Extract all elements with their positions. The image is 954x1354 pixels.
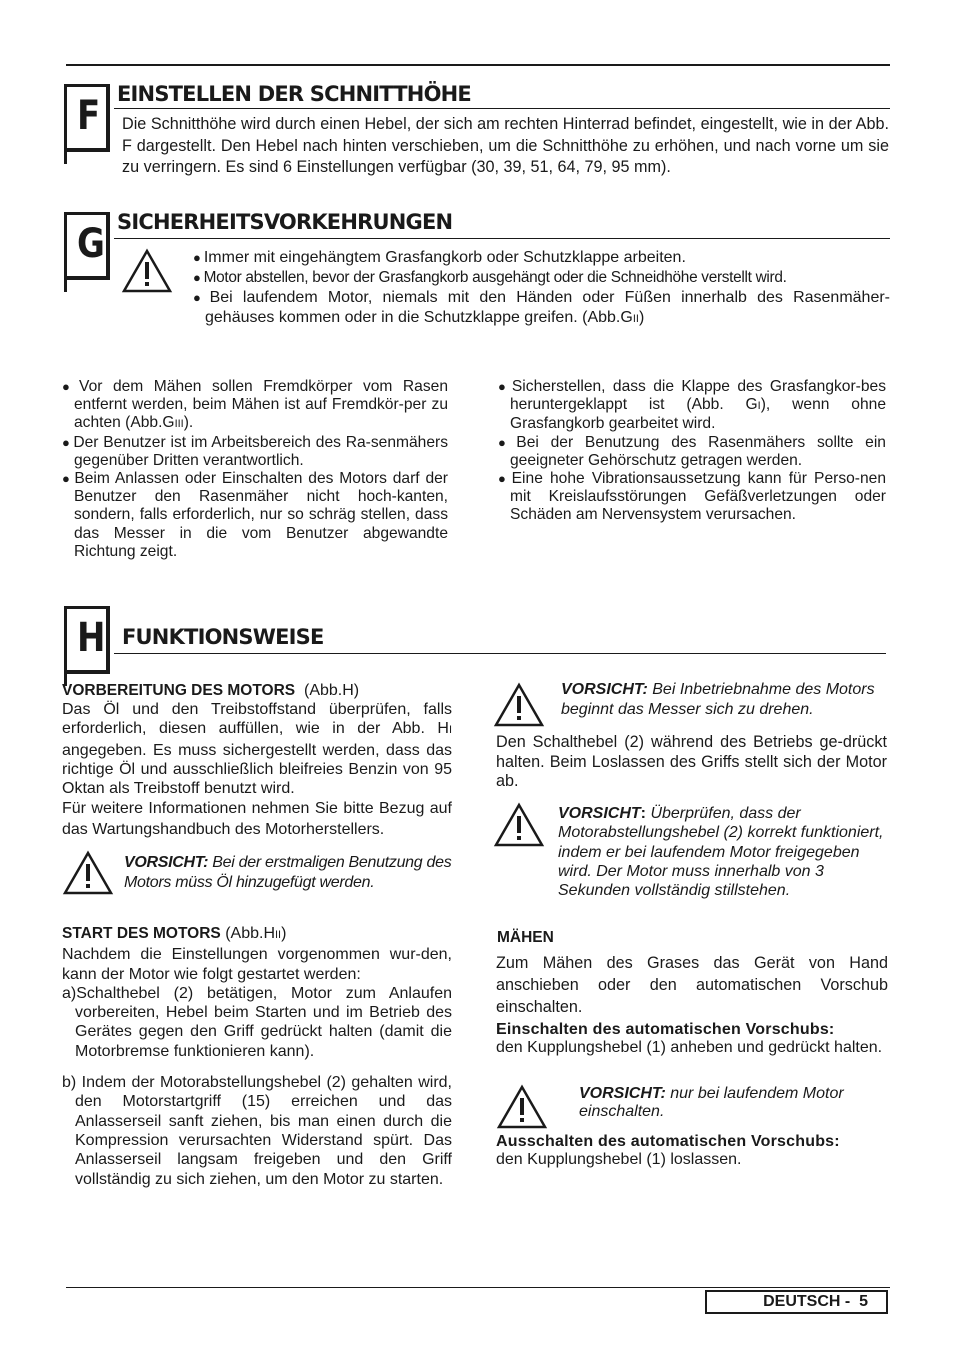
prep-text-b: angegeben. Es muss sichergestellt werden, dass das richtige Öl und ausschließlich bleifreies Benzin von 95 Oktan als Treibstoff benutzt wird.	[62, 741, 452, 798]
mow-text: Zum Mähen des Grases das Gerät von Hand anschieben oder den automatischen Vorschub einschalten.	[496, 954, 888, 1016]
list-item	[498, 378, 886, 434]
hold-lever-text: Den Schalthebel (2) während des Betriebs ge-drückt halten. Beim Loslassen des Griffs stellt sich der Motor ab.	[496, 733, 887, 790]
list-item-text: Sicherstellen, dass die Klappe des Grasfangkor-bes heruntergeklappt ist (Abb. G	[510, 378, 886, 414]
section-rule-f	[114, 108, 890, 109]
section-letter-g-text: G	[77, 221, 105, 267]
letter-shadow-h-side	[106, 606, 110, 674]
warning-text: Bei Inbetriebnahme des Motors beginnt das Messer sich zu drehen.	[561, 681, 875, 718]
warning-colon: :	[640, 805, 646, 822]
warning-triangle-icon	[496, 1084, 548, 1130]
start-step-b: b) Indem der Motorabstellungshebel (2) gehalten wird, den Motorstartgriff (15) erreichen und das Anlasserseil sanft ziehen, bis man einen durch die Kompression verursachten Widerstand spürt. Das Anlasserseil langsam freigeben und den Griff vollständig zu sich ziehen, um den Motor zu starten.	[62, 1074, 452, 1188]
list-item	[193, 268, 890, 288]
letter-shadow-h	[64, 670, 110, 674]
start-step-a: a)Schalthebel (2) betätigen, Motor zum Anlaufen vorbereiten, Hebel beim Starten und im Betrieb des Gerätes gegen den Griff gedrückt halten (damit die Motorbremse funktionieren kann).	[62, 984, 452, 1060]
footer-language: DEUTSCH -	[763, 1293, 851, 1310]
start-heading: START DES MOTORS	[62, 925, 221, 942]
warning-text: Bei der erstmaligen Benutzung des Motors müss Öl hinzugefügt werden.	[124, 854, 452, 891]
prep-heading: VORBEREITUNG DES MOTORS	[62, 682, 296, 699]
subscript: I	[757, 400, 761, 413]
list-item-text: ), wenn ohne Grasfangkorb gearbeitet wird.	[510, 396, 886, 433]
list-item-text: Bei laufendem Motor, niemals mit den Händen oder Füßen innerhalb des Rasenmäher-gehäuses kommen oder in die Schutzklappe greifen. (Abb.G	[205, 289, 890, 326]
subscript: III	[174, 418, 184, 431]
list-item-text: )	[638, 309, 645, 326]
warning-triangle-icon	[493, 682, 545, 728]
safety-right-column	[498, 378, 886, 525]
list-item-text: Beim Anlassen oder Einschalten des Motors darf der Benutzer den Rasenmäher nicht hoch-kanten, sondern, falls erforderlich, nur so schräg stellen, dass das Messer in die vom Benutzer abgewandte Richtung zeigt.	[74, 470, 448, 560]
list-item-text: Bei der Benutzung des Rasenmähers sollte ein geeigneter Gehörschutz getragen werden.	[510, 433, 886, 469]
warning-label: VORSICHT:	[579, 1085, 666, 1102]
subscript: II	[275, 929, 282, 941]
section-rule-h	[114, 653, 886, 654]
warning-first-use	[124, 853, 454, 893]
list-item	[62, 434, 448, 470]
letter-shadow-f	[64, 148, 110, 152]
section-h-left-column	[62, 681, 452, 840]
list-item-text: Immer mit eingehängtem Grasfangkorb oder Schutzklappe arbeiten.	[203, 249, 686, 266]
top-rule	[66, 64, 890, 66]
safety-warning-list	[193, 248, 890, 329]
warning-engage-running	[579, 1085, 889, 1121]
warning-text: Überprüfen, dass der Motorabstellungshebel (2) korrekt funktioniert, indem er bei laufendem Motor freigegeben wird. Der Motor muss innerhalb von 3 Sekunden vollständig stillstehen.	[558, 805, 884, 900]
prep-text	[62, 700, 452, 798]
start-ref: (Abb.H	[225, 925, 275, 942]
prep-text-more: Für weitere Informationen nehmen Sie bitte Bezug auf das Wartungshandbuch des Motorherstellers.	[62, 800, 452, 839]
warning-label: VORSICHT:	[124, 854, 209, 871]
subscript: II	[632, 313, 639, 325]
warning-triangle-icon	[62, 850, 114, 896]
letter-shadow-f-side	[106, 84, 110, 152]
section-letter-h-text: H	[77, 615, 105, 661]
warning-blade-rotation	[561, 680, 891, 720]
section-title-g: SICHERHEITSVORKEHRUNGEN	[117, 210, 453, 234]
list-item-text: Eine hohe Vibrationsaussetzung kann für Perso-nen mit Kreislaufsstörungen Gefäßverletzungen oder Schäden am Nervensystem verursachen.	[510, 470, 886, 524]
list-item	[62, 378, 448, 434]
prep-text-a: Das Öl und den Treibstoffstand überprüfen, falls erforderlich, diesen auffüllen, wie in der Abb. H	[62, 701, 452, 738]
list-item	[193, 288, 890, 329]
letter-shadow-g	[64, 276, 110, 280]
section-letter-f	[64, 84, 106, 164]
section-title-h: FUNKTIONSWEISE	[122, 625, 324, 649]
letter-shadow-g-side	[106, 212, 110, 280]
disengage-heading: Ausschalten des automatischen Vorschubs:	[496, 1133, 840, 1150]
list-item-text: Motor abstellen, bevor der Grasfangkorb ausgehängt oder die Schneidhöhe verstellt wird.	[203, 269, 787, 286]
start-intro: Nachdem die Einstellungen vorgenommen wur-den, kann der Motor wie folgt gestartet werden:	[62, 946, 452, 983]
start-block	[62, 924, 452, 1189]
warning-label: VORSICHT	[558, 805, 641, 822]
footer-page-box	[705, 1290, 888, 1314]
start-ref-end: )	[281, 925, 287, 942]
footer-rule	[66, 1287, 890, 1288]
disengage-text: den Kupplungshebel (1) loslassen.	[496, 1150, 742, 1168]
section-letter-h	[64, 606, 106, 686]
warning-triangle-icon	[121, 248, 173, 294]
list-item-text: Vor dem Mähen sollen Fremdkörper vom Rasen entfernt werden, beim Mähen ist auf Fremdkör-per zu achten (Abb.G	[74, 378, 448, 432]
list-item	[498, 434, 886, 470]
warning-text: nur bei laufendem Motor einschalten.	[579, 1085, 844, 1120]
subscript: I	[448, 724, 452, 737]
warning-label: VORSICHT:	[561, 681, 648, 698]
safety-left-column	[62, 378, 448, 561]
page-number: 5	[859, 1293, 868, 1310]
prep-ref: (Abb.H)	[304, 682, 360, 699]
engage-text: den Kupplungshebel (1) anheben und gedrückt halten.	[496, 1038, 883, 1056]
list-item	[193, 248, 890, 268]
section-title-f: EINSTELLEN DER SCHNITTHÖHE	[117, 82, 471, 106]
disengage-block	[496, 1133, 888, 1168]
engage-block	[496, 1021, 888, 1056]
start-heading-line	[62, 924, 452, 945]
list-item-text: Der Benutzer ist im Arbeitsbereich des Ra-senmähers gegenüber Dritten verantwortlich.	[73, 433, 448, 469]
mow-heading: MÄHEN	[497, 929, 554, 946]
list-item-text: ).	[183, 414, 194, 432]
section-rule-g	[114, 238, 890, 239]
engage-heading: Einschalten des automatischen Vorschubs:	[496, 1021, 835, 1038]
list-item	[498, 470, 886, 525]
warning-triangle-icon	[493, 802, 545, 848]
section-f-text: Die Schnitthöhe wird durch einen Hebel, der sich am rechten Hinterrad befindet, eingestellt, wie in der Abb. F dargestellt. Den Hebel nach hinten verschieben, um die Schnitthöhe zu erhöhen, und nach vorne um sie zu verringern. Es sind 6 Einstellungen verfügbar (30, 39, 51, 64, 79, 95 mm).	[122, 115, 889, 176]
section-letter-g	[64, 212, 106, 292]
list-item	[62, 470, 448, 561]
warning-stop-lever	[558, 804, 888, 900]
section-letter-f-text: F	[77, 93, 100, 139]
prep-heading-line	[62, 681, 452, 700]
